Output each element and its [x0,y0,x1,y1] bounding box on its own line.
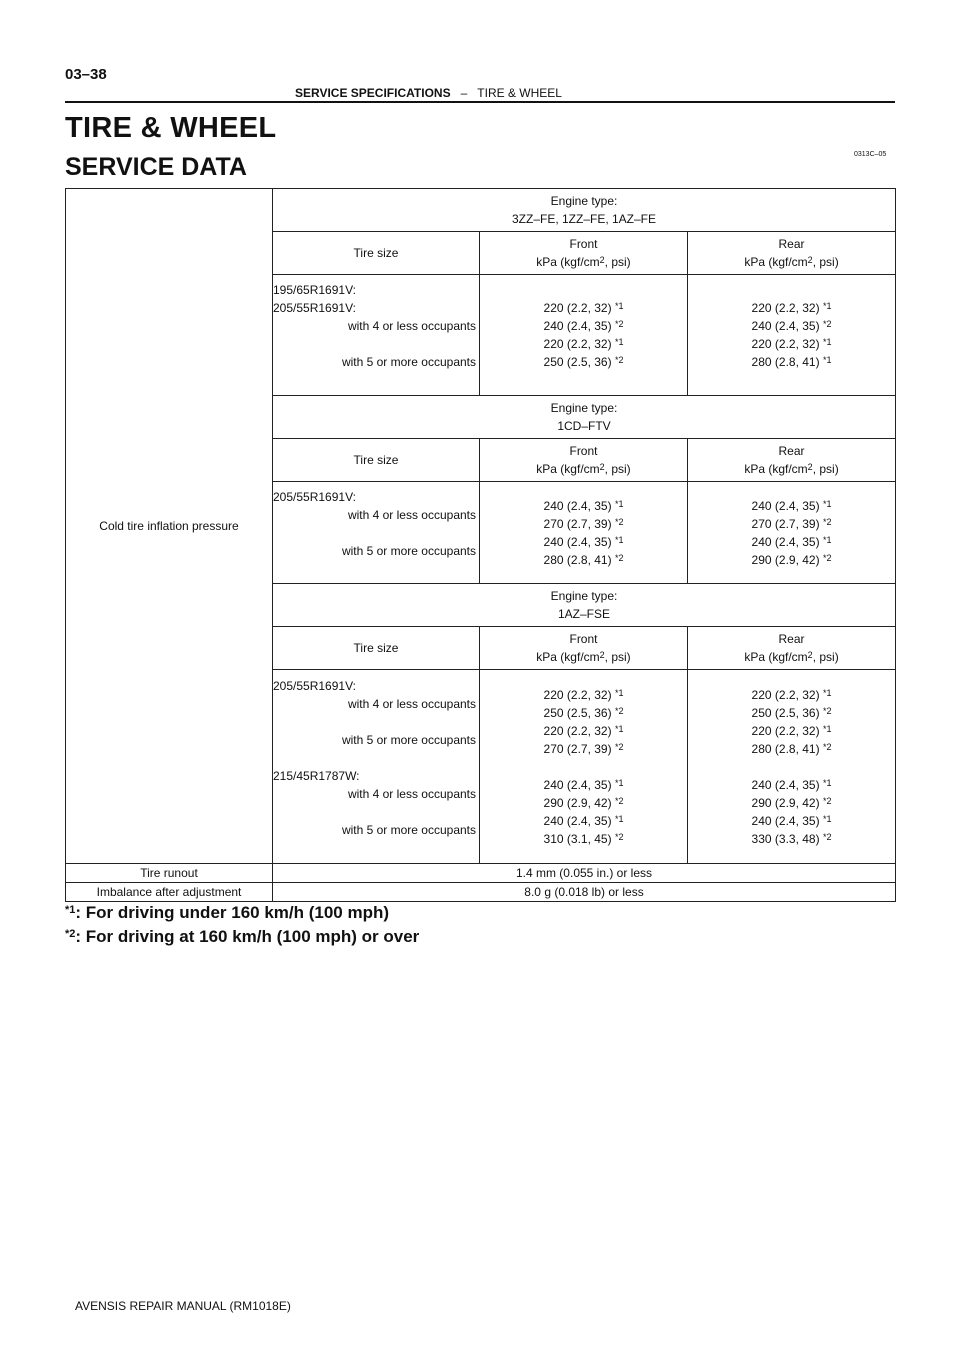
occupants-4-label: with 4 or less occupants [347,696,476,711]
pressure-note-mark: *1 [614,813,624,824]
pressure-value-text: 240 (2.4, 35) [543,813,612,828]
engine-type-value: 1CD–FTV [557,419,611,433]
pressure-note-mark: *1 [822,723,832,734]
pressure-value-text: 290 (2.9, 42) [543,795,612,810]
tire-size-value: 195/65R1691V: [273,283,356,297]
pressure-value [688,776,895,794]
pressure-note-mark: *1 [614,777,624,788]
pressure-note-mark: *2 [614,552,624,563]
pressure-value [688,794,895,812]
pressure-value [688,335,895,353]
footnote-1 [65,903,389,923]
manual-footer: AVENSIS REPAIR MANUAL (RM1018E) [75,1299,291,1313]
rear-header [688,439,896,482]
pressure-value-text: 220 (2.2, 32) [543,723,612,738]
pressure-value-text: 270 (2.7, 39) [751,516,820,531]
rear-header [688,232,896,275]
pressure-value-text: 220 (2.2, 32) [751,301,820,315]
pressure-value [688,299,895,317]
pressure-value [688,740,895,758]
pressure-value-text: 270 (2.7, 39) [543,741,612,756]
rear-label: Rear [778,444,805,458]
pressure-note-mark: *2 [614,831,624,842]
pressure-value-text: 250 (2.5, 36) [543,705,612,720]
pressure-value-text: 240 (2.4, 35) [751,498,820,513]
pressure-value [480,335,687,353]
pressure-note-mark: *1 [614,687,624,698]
tire-size-header: Tire size [273,627,480,670]
unit-text: kPa (kgf/cm [744,650,808,664]
rear-pressure-cell [688,670,896,864]
pressure-note-mark: *2 [614,741,624,752]
rear-unit [688,460,895,478]
running-header-separator: – [460,86,468,100]
spacer-line [273,749,479,767]
pressure-value [480,740,687,758]
section-title: SERVICE DATA [65,153,247,181]
pressure-value [480,812,687,830]
header-rule [65,101,895,103]
unit-text: kPa (kgf/cm [536,462,600,476]
pressure-value [480,794,687,812]
pressure-value-text: 290 (2.9, 42) [751,795,820,810]
pressure-note-mark: *2 [822,741,832,752]
unit-text: , psi) [812,650,839,664]
spacer-line [273,371,479,389]
pressure-note-mark: *2 [614,355,624,365]
pressure-value [688,830,895,848]
occupants-5-label: with 5 or more occupants [341,732,476,747]
pressure-note-mark: *2 [822,795,832,806]
tire-runout-row [66,864,896,883]
pressure-value-text: 240 (2.4, 35) [751,534,820,549]
pressure-value-text: 280 (2.8, 41) [751,355,820,369]
pressure-value-text: 310 (3.1, 45) [543,831,612,846]
spacer-line [273,560,479,578]
pressure-note-mark: *1 [614,498,624,509]
pressure-value [480,299,687,317]
pressure-value-text: 280 (2.8, 41) [751,741,820,756]
pressure-value-text: 290 (2.9, 42) [751,552,820,567]
pressure-value-text: 240 (2.4, 35) [543,777,612,792]
front-pressure-cell [480,670,688,864]
footnote-1-mark: *1 [65,904,76,916]
pressure-value-text: 280 (2.8, 41) [543,552,612,567]
unit-superscript: 2 [599,255,605,265]
spacer-line [273,713,479,731]
pressure-value [480,830,687,848]
pressure-value-text: 240 (2.4, 35) [751,813,820,828]
engine-type-cell [273,584,896,627]
pressure-value [480,686,687,704]
spacer-line [273,524,479,542]
unit-superscript: 2 [807,462,813,472]
front-pressure-cell [480,482,688,584]
engine-type-row [66,189,896,232]
pressure-value [480,515,687,533]
unit-text: kPa (kgf/cm [536,650,600,664]
pressure-note-mark: *2 [822,319,832,329]
pressure-value [688,686,895,704]
unit-text: , psi) [812,462,839,476]
tire-runout-label: Tire runout [66,864,273,883]
unit-text: , psi) [812,255,839,269]
pressure-value [688,533,895,551]
pressure-value-text: 220 (2.2, 32) [751,687,820,702]
pressure-value-text: 250 (2.5, 36) [751,705,820,720]
front-pressure-cell [480,275,688,396]
pressure-note-mark: *1 [614,301,624,311]
pressure-note-mark: *2 [614,319,624,329]
pressure-note-mark: *2 [614,516,624,527]
engine-type-value: 1AZ–FSE [557,607,611,621]
spacer-line [273,335,479,353]
engine-type-label: Engine type: [550,401,618,415]
unit-text: , psi) [604,255,631,269]
tire-size-header: Tire size [273,439,480,482]
pressure-value-text: 270 (2.7, 39) [543,516,612,531]
pressure-value-text: 220 (2.2, 32) [751,337,820,351]
page-title: TIRE & WHEEL [65,112,277,144]
imbalance-label: Imbalance after adjustment [66,883,273,902]
pressure-value [480,551,687,569]
unit-text: , psi) [604,462,631,476]
pressure-value [480,317,687,335]
rear-unit [688,648,895,666]
pressure-value-text: 240 (2.4, 35) [751,777,820,792]
footnote-2-text: : For driving at 160 km/h (100 mph) or over [75,927,420,946]
pressure-note-mark: *1 [614,723,624,734]
rear-header [688,627,896,670]
pressure-value-text: 220 (2.2, 32) [543,687,612,702]
tire-runout-value: 1.4 mm (0.055 in.) or less [273,864,896,883]
running-header-subsection: TIRE & WHEEL [477,86,562,100]
pressure-value-text: 220 (2.2, 32) [751,723,820,738]
pressure-value [480,704,687,722]
footnote-1-text: : For driving under 160 km/h (100 mph) [75,903,390,922]
front-label: Front [569,444,598,458]
rear-label: Rear [778,632,805,646]
pressure-note-mark: *1 [822,301,832,311]
running-header [295,86,562,100]
unit-superscript: 2 [599,650,605,660]
pressure-value [688,317,895,335]
cold-tire-pressure-label: Cold tire inflation pressure [66,189,273,864]
rear-unit [688,253,895,271]
pressure-value [480,497,687,515]
footnote-2 [65,927,419,947]
pressure-value-text: 250 (2.5, 36) [543,355,612,369]
pressure-note-mark: *2 [822,705,832,716]
front-label: Front [569,632,598,646]
rear-pressure-cell [688,275,896,396]
footnote-2-mark: *2 [65,928,76,940]
engine-type-cell [273,396,896,439]
figure-code: 0313C–05 [854,151,887,158]
pressure-value [688,353,895,371]
tire-size-cell [273,482,480,584]
pressure-note-mark: *2 [614,705,624,716]
unit-text: kPa (kgf/cm [536,255,600,269]
pressure-value [688,812,895,830]
pressure-note-mark: *1 [822,534,832,545]
pressure-value [688,515,895,533]
occupants-4-label: with 4 or less occupants [347,786,476,801]
pressure-value [688,704,895,722]
pressure-note-mark: *1 [822,355,832,365]
pressure-value [480,722,687,740]
front-label: Front [569,237,598,251]
pressure-value-text: 240 (2.4, 35) [543,319,612,333]
imbalance-row [66,883,896,902]
pressure-note-mark: *2 [822,831,832,842]
tire-size-value: 205/55R1691V: [273,301,356,315]
occupants-5-label: with 5 or more occupants [341,822,476,837]
service-data-table [65,188,896,902]
page-number: 03–38 [65,66,107,83]
engine-type-cell [273,189,896,232]
front-unit [480,460,687,478]
rear-label: Rear [778,237,805,251]
pressure-value [480,533,687,551]
pressure-value-text: 240 (2.4, 35) [543,498,612,513]
tire-size-header: Tire size [273,232,480,275]
pressure-value [480,353,687,371]
tire-size-value: 205/55R1691V: [273,489,356,504]
pressure-value-text: 220 (2.2, 32) [543,337,612,351]
engine-type-value: 3ZZ–FE, 1ZZ–FE, 1AZ–FE [511,212,657,226]
rear-pressure-cell [688,482,896,584]
spacer-line [480,758,687,776]
tire-size-cell [273,275,480,396]
occupants-5-label: with 5 or more occupants [341,543,476,558]
pressure-note-mark: *2 [614,795,624,806]
front-unit [480,648,687,666]
spacer-line [273,803,479,821]
occupants-5-label: with 5 or more occupants [341,355,476,369]
tire-size-cell [273,670,480,864]
unit-text: kPa (kgf/cm [744,255,808,269]
occupants-4-label: with 4 or less occupants [347,319,476,333]
pressure-note-mark: *1 [822,777,832,788]
pressure-note-mark: *2 [822,552,832,563]
pressure-note-mark: *1 [822,813,832,824]
pressure-value [688,497,895,515]
pressure-value-text: 330 (3.3, 48) [751,831,820,846]
engine-type-label: Engine type: [550,194,618,208]
pressure-note-mark: *1 [822,337,832,347]
unit-text: kPa (kgf/cm [744,462,808,476]
unit-superscript: 2 [807,650,813,660]
pressure-note-mark: *1 [614,337,624,347]
front-header [480,232,688,275]
tire-size-value: 215/45R1787W: [273,768,360,783]
pressure-note-mark: *1 [822,687,832,698]
unit-text: , psi) [604,650,631,664]
pressure-value-text: 240 (2.4, 35) [751,319,820,333]
pressure-value [480,776,687,794]
pressure-value [688,551,895,569]
tire-size-value: 205/55R1691V: [273,678,356,693]
pressure-value-text: 220 (2.2, 32) [543,301,612,315]
front-header [480,627,688,670]
pressure-value [688,722,895,740]
pressure-note-mark: *1 [822,498,832,509]
spacer-line [688,758,895,776]
pressure-value-text: 240 (2.4, 35) [543,534,612,549]
engine-type-label: Engine type: [550,589,618,603]
front-header [480,439,688,482]
unit-superscript: 2 [599,462,605,472]
spacer-line [273,839,479,857]
pressure-note-mark: *2 [822,516,832,527]
running-header-section: SERVICE SPECIFICATIONS [295,86,451,100]
front-unit [480,253,687,271]
imbalance-value: 8.0 g (0.018 lb) or less [273,883,896,902]
unit-superscript: 2 [807,255,813,265]
occupants-4-label: with 4 or less occupants [347,507,476,522]
pressure-note-mark: *1 [614,534,624,545]
